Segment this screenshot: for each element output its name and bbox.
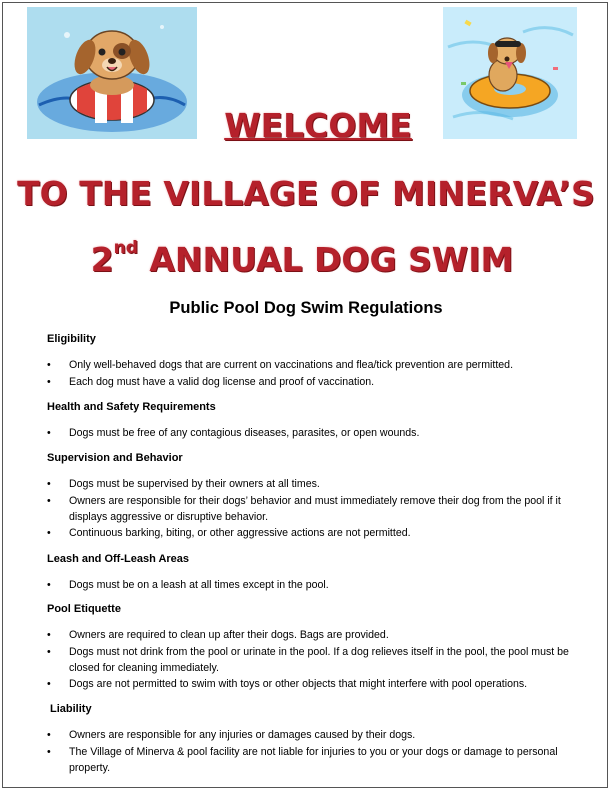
bullet-icon: • <box>47 478 51 490</box>
bullet-icon: • <box>47 495 51 507</box>
bullet-icon: • <box>47 359 51 371</box>
headline-annual-text: ANNUAL DOG SWIM <box>137 240 514 279</box>
bullet-icon: • <box>47 376 51 388</box>
headline-annual-dog-swim <box>0 240 608 279</box>
bullet-icon: • <box>47 646 51 658</box>
page-subtitle: Public Pool Dog Swim Regulations <box>169 299 443 317</box>
headline-welcome: WELCOME <box>224 106 412 145</box>
list-item: • Dogs must be supervised by their owners at all times. <box>47 478 320 490</box>
section-title-leash: Leash and Off-Leash Areas <box>47 553 190 565</box>
section-title-liability: Liability <box>50 703 92 715</box>
headline-ordinal-suffix: nd <box>113 238 138 258</box>
bullet-icon: • <box>47 678 51 690</box>
section-title-pool-etiquette: Pool Etiquette <box>47 603 121 615</box>
list-item: • Dogs must not drink from the pool or urinate in the pool. If a dog relieves itself in the pool, the pool must be closed for cleaning immediately. <box>47 646 569 674</box>
list-item: • Continuous barking, biting, or other aggressive actions are not permitted. <box>47 527 411 539</box>
list-item: • The Village of Minerva & pool facility are not liable for injuries to you or your dogs or damage to personal property. <box>47 746 558 774</box>
list-item: • Owners are responsible for any injuries or damages caused by their dogs. <box>47 729 416 741</box>
list-item: • Each dog must have a valid dog license and proof of vaccination. <box>47 376 375 388</box>
list-item: • Dogs must be on a leash at all times except in the pool. <box>47 579 329 591</box>
section-title-supervision: Supervision and Behavior <box>47 452 183 464</box>
list-item: • Dogs are not permitted to swim with toys or other objects that might interfere with pool operations. <box>47 678 528 690</box>
bullet-icon: • <box>47 729 51 741</box>
list-item: • Only well-behaved dogs that are current on vaccinations and flea/tick prevention are permitted. <box>47 359 514 371</box>
bullet-icon: • <box>47 579 51 591</box>
section-title-health-safety: Health and Safety Requirements <box>47 401 216 413</box>
list-item: • Owners are responsible for their dogs’ behavior and must immediately remove their dog from the pool if it displays aggressive or disruptive behavior. <box>47 495 561 523</box>
section-title-eligibility: Eligibility <box>47 333 96 345</box>
bullet-icon: • <box>47 746 51 758</box>
headline-village: TO THE VILLAGE OF MINERVA’S <box>17 174 595 213</box>
bullet-icon: • <box>47 629 51 641</box>
headline-ordinal-number: 2 <box>90 240 114 279</box>
list-item: • Dogs must be free of any contagious diseases, parasites, or open wounds. <box>47 427 420 439</box>
bullet-icon: • <box>47 427 51 439</box>
bullet-icon: • <box>47 527 51 539</box>
list-item: • Owners are required to clean up after their dogs. Bags are provided. <box>47 629 389 641</box>
